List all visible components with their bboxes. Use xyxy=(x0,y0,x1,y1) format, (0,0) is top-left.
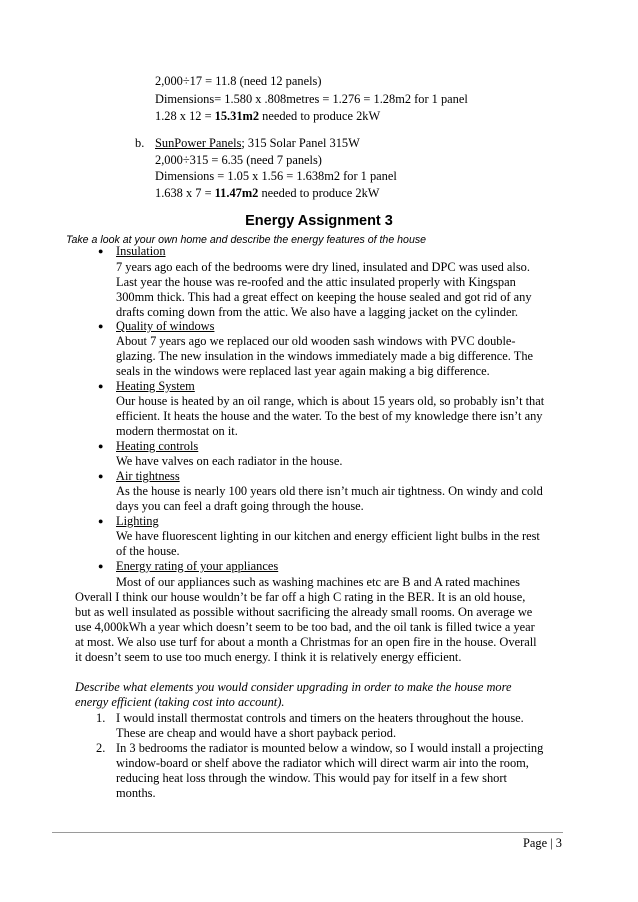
list-marker: 2. xyxy=(96,741,106,755)
feature-heading: Heating System xyxy=(116,379,195,393)
section-subtitle: Take a look at your own home and describe the energy features of the house xyxy=(66,234,427,246)
footer-divider xyxy=(52,832,563,833)
section-title: Energy Assignment 3 xyxy=(245,213,393,229)
list-marker: 1. xyxy=(96,711,106,725)
summary-paragraph: Overall I think our house wouldn’t be far off a high C rating in the BER. It is an old house, but as well insulated as possible without sacrificing the already small rooms. On average we use 4,000kWh a year which doesn’t seem to be too bad, and the oil tank is filled twice a year at most. We also use turf for about a month a Christmas for an open fire in the house. Overall it doesn’t seem to use too much energy. I think it is relatively energy efficient. xyxy=(75,590,537,664)
bullet-icon: ● xyxy=(98,381,104,391)
feature-heading: Air tightness xyxy=(116,469,180,483)
calc-line: Dimensions= 1.580 x .808metres = 1.276 = 1.28m2 for 1 panel xyxy=(155,92,468,106)
feature-body: About 7 years ago we replaced our old wooden sash windows with PVC double- glazing. The new insulation in the windows immediately made a big difference. The seals in the windows were replaced last year again making a big difference. xyxy=(116,334,534,378)
feature-body: We have fluorescent lighting in our kitchen and energy efficient light bulbs in the rest of the house. xyxy=(116,529,540,558)
list-marker: b. xyxy=(135,136,145,150)
bullet-icon: ● xyxy=(98,471,104,481)
calc-line: 2,000÷315 = 6.35 (need 7 panels) xyxy=(155,153,322,167)
calc-line: SunPower Panels; 315 Solar Panel 315W xyxy=(155,136,360,150)
feature-body: As the house is nearly 100 years old there isn’t much air tightness. On windy and cold days you can feel a draft going through the house. xyxy=(116,484,543,513)
calc-line: 2,000÷17 = 11.8 (need 12 panels) xyxy=(155,74,322,88)
bullet-icon: ● xyxy=(98,516,104,526)
upgrade-item: In 3 bedrooms the radiator is mounted below a window, so I would install a projecting window-board or shelf above the radiator which will direct warm air into the room, reducing heat loss through the window. This would pay for itself in a few short months. xyxy=(116,741,544,800)
sunpower-link[interactable]: SunPower Panels xyxy=(155,136,242,150)
page-number: Page | 3 xyxy=(523,836,562,850)
feature-body: We have valves on each radiator in the house. xyxy=(116,454,343,468)
calc-line: Dimensions = 1.05 x 1.56 = 1.638m2 for 1 panel xyxy=(155,169,397,183)
bullet-icon: ● xyxy=(98,561,104,571)
feature-heading: Heating controls xyxy=(116,439,199,453)
feature-heading: Lighting xyxy=(116,514,159,528)
calc-line: 1.28 x 12 = 15.31m2 needed to produce 2kW xyxy=(155,109,381,123)
feature-heading: Energy rating of your appliances xyxy=(116,559,279,573)
feature-body: Most of our appliances such as washing machines etc are B and A rated machines xyxy=(116,575,520,589)
bullet-icon: ● xyxy=(98,321,104,331)
calc-line: 1.638 x 7 = 11.47m2 needed to produce 2kW xyxy=(155,186,380,200)
question-text: Describe what elements you would consider upgrading in order to make the house more energy efficient (taking cost into account). xyxy=(75,680,512,709)
upgrade-item: I would install thermostat controls and timers on the heaters throughout the house. These are cheap and would have a short payback period. xyxy=(116,711,524,740)
feature-body: Our house is heated by an oil range, which is about 15 years old, so probably isn’t that efficient. It heats the house and the water. To the best of my knowledge there isn’t any modern thermostat on it. xyxy=(116,394,545,438)
feature-body: 7 years ago each of the bedrooms were dry lined, insulated and DPC was used also. Last year the house was re-roofed and the attic insulated properly with Kingspan 300mm thick. This had a great effect on keeping the house sealed and got rid of any drafts coming down from the attic. We also have a lagging jacket on the cylinder. xyxy=(116,260,532,319)
bullet-icon: ● xyxy=(98,441,104,451)
feature-heading: Insulation xyxy=(116,244,166,258)
feature-heading: Quality of windows xyxy=(116,319,215,333)
bullet-icon: ● xyxy=(98,246,104,256)
